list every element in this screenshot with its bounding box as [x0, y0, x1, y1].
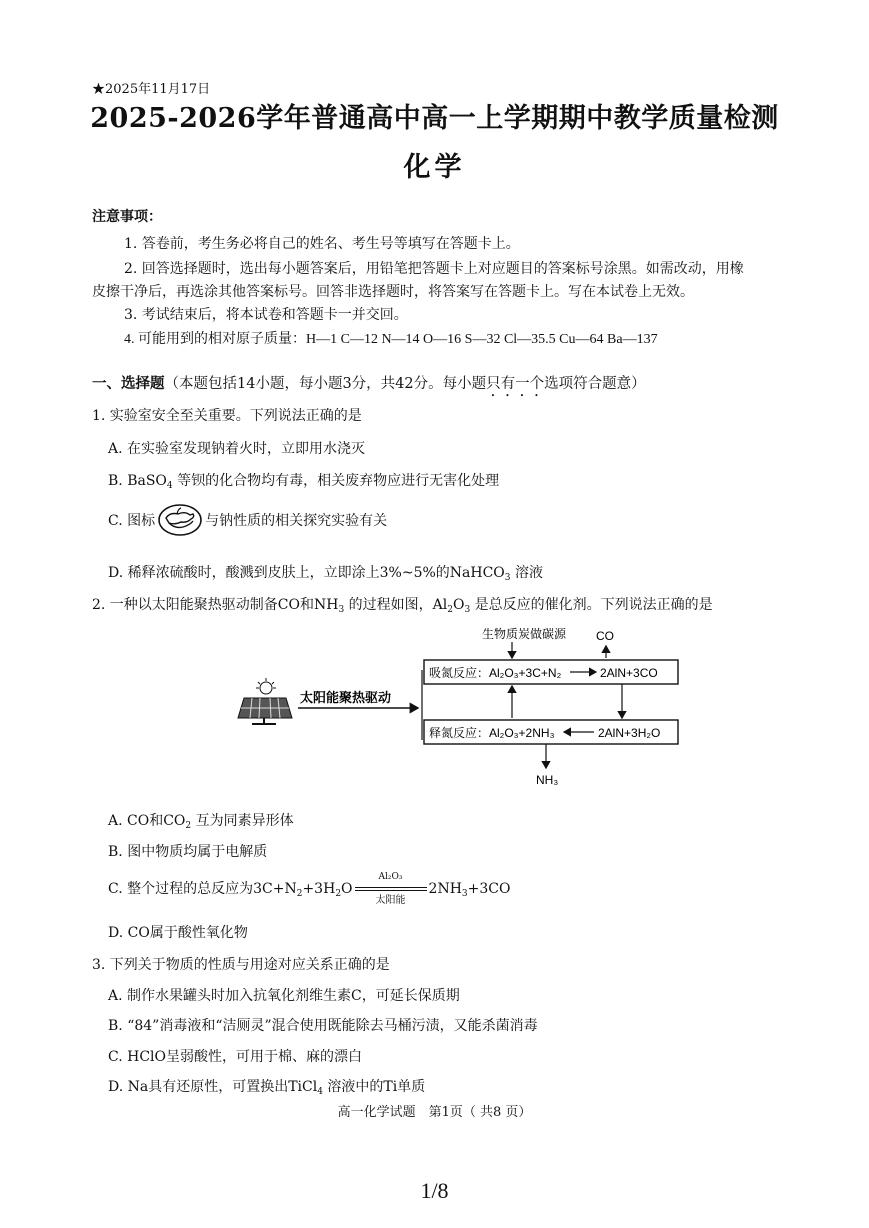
q3-option-a: A. 制作水果罐头时加入抗氧化剂维生素C，可延长保质期 [108, 988, 460, 1004]
q2-option-a: A. CO和$CO_2$ 互为同素异形体 [108, 813, 294, 831]
notice-item-4: 4. 可能用到的相对原子质量：H—1 C—12 N—14 O—16 S—32 Cl—35.5 Cu—64 Ba—137 [124, 332, 658, 347]
release-products: 2AlN+3H₂O [598, 726, 661, 740]
section-desc-emphasis: 只有一个 [486, 376, 545, 392]
absorb-reaction: 吸氮反应：Al₂O₃+3C+N₂ [429, 666, 562, 680]
q1-option-b: B. BaSO$_4$ 等钡的化合物均有毒，相关废弃物应进行无害化处理 [108, 473, 500, 491]
notice-item-3: 3. 考试结束后，将本试卷和答题卡一并交回。 [124, 307, 408, 323]
exam-date: ★2025年11月17日 [92, 82, 211, 97]
exam-subject: 化学 [403, 152, 466, 183]
q2-option-c: C. 整个过程的总反应为$3C+N_2+3H_2O$ $\frac{\text{Al₂O₃}}{\text{太阳能}}$ $2NH_3+3CO$ [108, 872, 511, 906]
q3-option-d: D. Na具有还原性，可置换出TiCl$_4$ 溶液中的Ti单质 [108, 1079, 426, 1097]
q1-stem: 1. 实验室安全至关重要。下列说法正确的是 [92, 408, 362, 424]
reaction-condition: $\frac{\text{Al₂O₃}}{\text{太阳能}}$ [355, 874, 427, 904]
section-desc-a: （本题包括14小题，每小题3分，共42分。每小题 [164, 376, 487, 392]
solar-panel-icon [238, 678, 292, 724]
q3-option-b: B. “84”消毒液和“洁厕灵”混合使用既能除去马桶污渍，又能杀菌消毒 [108, 1018, 538, 1034]
q3-option-c: C. HClO呈弱酸性，可用于棉、麻的漂白 [108, 1049, 362, 1065]
q2-stem: 2. 一种以太阳能聚热驱动制备CO和$NH_3$ 的过程如图，$Al_2O_3$ 是总反应的催化剂。下列说法正确的是 [92, 597, 713, 615]
q1-option-a: A. 在实验室发现钠着火时，立即用水浇灭 [108, 441, 366, 457]
q2-option-d: D. CO属于酸性氧化物 [108, 925, 248, 941]
notice-item-2-line1: 2. 回答选择题时，选出每小题答案后，用铅笔把答题卡上对应题目的答案标号涂黑。如需改动，用橡 [124, 261, 744, 277]
section-heading [92, 372, 646, 400]
wash-hands-icon [157, 503, 203, 537]
co-output: CO [596, 629, 614, 643]
absorb-products: 2AlN+3CO [600, 666, 658, 680]
section-label: 一、选择题 [92, 375, 165, 392]
q1-option-d: D. 稀释浓硫酸时，酸溅到皮肤上，立即涂上3%~5%的NaHCO$_3$ 溶液 [108, 565, 543, 583]
page-footer: 高一化学试题 第1页（ 共8 页） [337, 1105, 532, 1120]
nh3-output: NH₃ [536, 773, 559, 787]
q2-option-b: B. 图中物质均属于电解质 [108, 844, 268, 860]
page-number: 1/8 [420, 1178, 449, 1203]
notice-title: 注意事项： [92, 209, 162, 225]
reaction-diagram [230, 622, 690, 796]
biomass-label: 生物质炭做碳源 [482, 627, 567, 641]
drive-label: 太阳能聚热驱动 [300, 690, 392, 705]
notice-item-1: 1. 答卷前，考生务必将自己的姓名、考生号等填写在答题卡上。 [124, 236, 520, 252]
q3-stem: 3. 下列关于物质的性质与用途对应关系正确的是 [92, 957, 390, 973]
section-desc-b: 选项符合题意） [544, 376, 646, 392]
release-reaction: 释氮反应：Al₂O₃+2NH₃ [429, 726, 555, 740]
q1-option-c: C. 图标 与钠性质的相关探究实验有关 [108, 503, 387, 537]
notice-item-2-line2: 皮擦干净后，再选涂其他答案标号。回答非选择题时，将答案写在答题卡上。写在本试卷上无效。 [92, 284, 694, 300]
exam-title: 2025-2026学年普通高中高一上学期期中教学质量检测 [90, 103, 779, 134]
